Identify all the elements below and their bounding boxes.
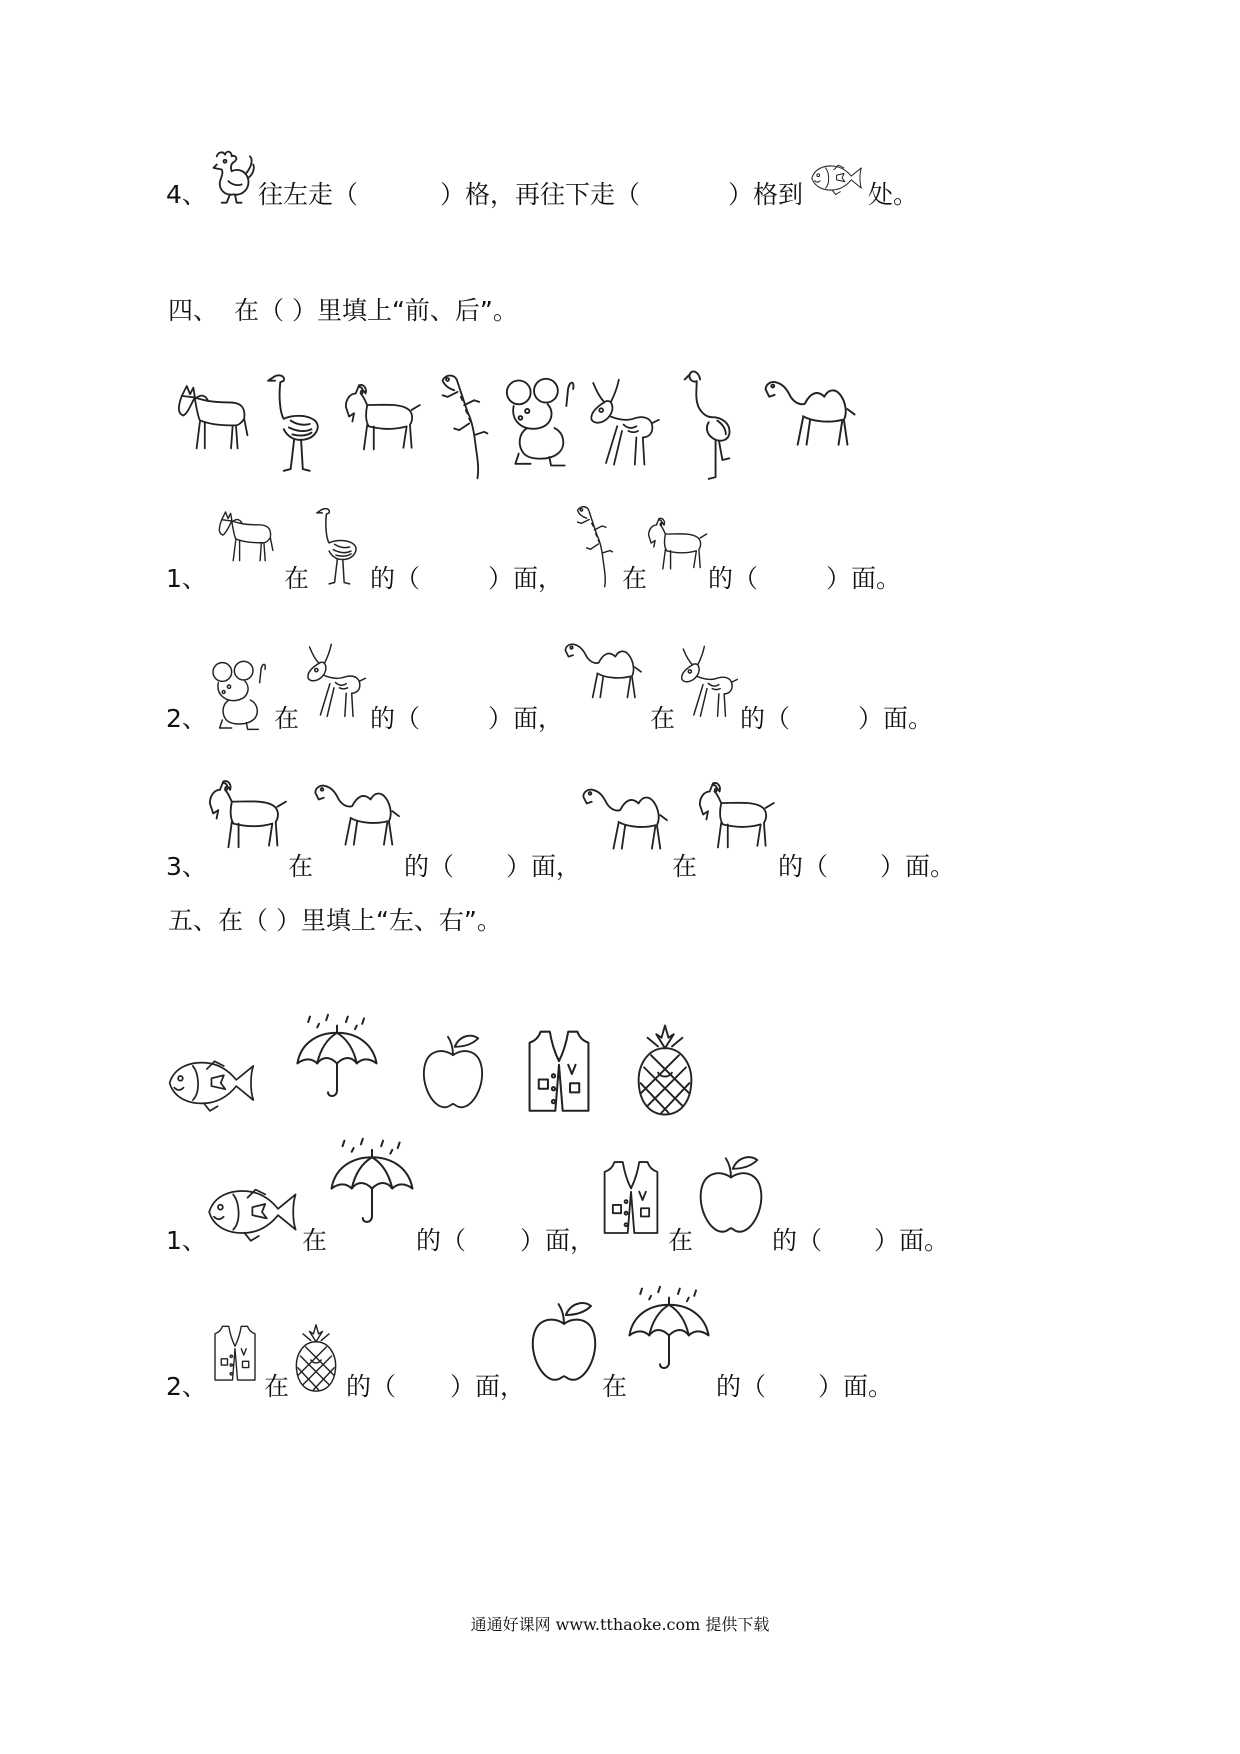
vest-icon xyxy=(522,1028,596,1120)
ostrich-icon xyxy=(262,372,328,476)
s5-q2-mian-2: ）面。 xyxy=(818,1372,894,1401)
mouse-icon xyxy=(208,656,270,736)
q4-number: 4、 xyxy=(166,180,207,209)
lizard-icon xyxy=(572,504,618,588)
s4-q3-number: 3、 xyxy=(166,852,207,881)
horse-icon xyxy=(172,380,254,456)
umbrella-icon xyxy=(292,1010,382,1106)
fish-icon xyxy=(166,1052,260,1114)
s5-q2-number: 2、 xyxy=(166,1372,207,1401)
s4-q3-zai-2: 在 xyxy=(672,852,698,881)
vest-icon xyxy=(598,1152,664,1248)
deer-icon xyxy=(300,638,368,724)
q4-text-to: ）格到 xyxy=(728,180,804,209)
goat-icon xyxy=(694,780,778,854)
s4-q3-de-1: 的（ xyxy=(404,852,455,881)
s5-q2-de-2: 的（ xyxy=(716,1372,767,1401)
s4-q3-mian-2: ）面。 xyxy=(880,852,956,881)
s4-q1-zai-2: 在 xyxy=(622,564,648,593)
s5-q2-zai-1: 在 xyxy=(264,1372,290,1401)
lizard-icon xyxy=(434,372,496,480)
ostrich-icon xyxy=(312,506,364,588)
pineapple-icon xyxy=(630,1022,700,1118)
q4-text-place: 处。 xyxy=(868,180,919,209)
s4-q1-de-2: 的（ xyxy=(708,564,759,593)
fish-icon xyxy=(206,1180,302,1244)
s5-q1-de-2: 的（ xyxy=(772,1226,823,1255)
s5-q1-number: 1、 xyxy=(166,1226,207,1255)
apple-icon xyxy=(418,1030,488,1114)
q4-text-left: 往左走（ xyxy=(258,180,359,209)
s5-q2-zai-2: 在 xyxy=(602,1372,628,1401)
goat-icon xyxy=(644,516,710,574)
s5-q2-mian-1: ）面， xyxy=(450,1372,526,1401)
fish-icon xyxy=(810,158,865,198)
s4-q1-mian-2: ）面。 xyxy=(826,564,902,593)
s4-q1-mian-1: ）面， xyxy=(488,564,564,593)
goat-icon xyxy=(204,778,290,854)
footer-credit: 通通好课网 www.tthaoke.com 提供下载 xyxy=(470,1615,770,1634)
horse-icon xyxy=(214,508,278,566)
apple-icon xyxy=(696,1150,766,1240)
umbrella-icon xyxy=(624,1282,714,1378)
deer-icon xyxy=(674,640,740,724)
rooster-icon xyxy=(205,148,255,206)
s4-q2-de-2: 的（ xyxy=(740,704,791,733)
s4-q2-mian-2: ）面。 xyxy=(858,704,934,733)
flamingo-icon xyxy=(682,364,744,484)
s4-q3-zai-1: 在 xyxy=(288,852,314,881)
section5-title: 五、在（ ）里填上“左、右”。 xyxy=(168,906,502,935)
camel-icon xyxy=(562,634,646,702)
s5-q2-de-1: 的（ xyxy=(346,1372,397,1401)
s4-q3-de-2: 的（ xyxy=(778,852,829,881)
s5-q1-zai-2: 在 xyxy=(668,1226,694,1255)
s5-q1-mian-2: ）面。 xyxy=(874,1226,950,1255)
pineapple-icon xyxy=(290,1322,342,1394)
camel-icon xyxy=(762,370,860,450)
mouse-icon xyxy=(500,372,580,474)
section4-title: 在（ ）里填上“前、后”。 xyxy=(234,296,518,325)
s4-q1-number: 1、 xyxy=(166,564,207,593)
s4-q1-de-1: 的（ xyxy=(370,564,421,593)
vest-icon xyxy=(210,1318,260,1392)
camel-icon xyxy=(580,778,672,854)
apple-icon xyxy=(528,1296,600,1388)
s4-q2-number: 2、 xyxy=(166,704,207,733)
s4-q2-zai-1: 在 xyxy=(274,704,300,733)
goat-icon xyxy=(340,382,424,456)
s4-q1-zai-1: 在 xyxy=(284,564,310,593)
s5-q1-de-1: 的（ xyxy=(416,1226,467,1255)
q4-text-down: ）格，再往下走（ xyxy=(440,180,641,209)
s4-q2-mian-1: ）面， xyxy=(488,704,564,733)
umbrella-icon xyxy=(326,1134,418,1232)
section4-number: 四、 xyxy=(168,296,219,325)
s4-q2-zai-2: 在 xyxy=(650,704,676,733)
camel-icon xyxy=(312,774,404,850)
deer-icon xyxy=(582,372,662,474)
s5-q1-mian-1: ）面， xyxy=(520,1226,596,1255)
s5-q1-zai-1: 在 xyxy=(302,1226,328,1255)
s4-q3-mian-1: ）面， xyxy=(506,852,582,881)
s4-q2-de-1: 的（ xyxy=(370,704,421,733)
